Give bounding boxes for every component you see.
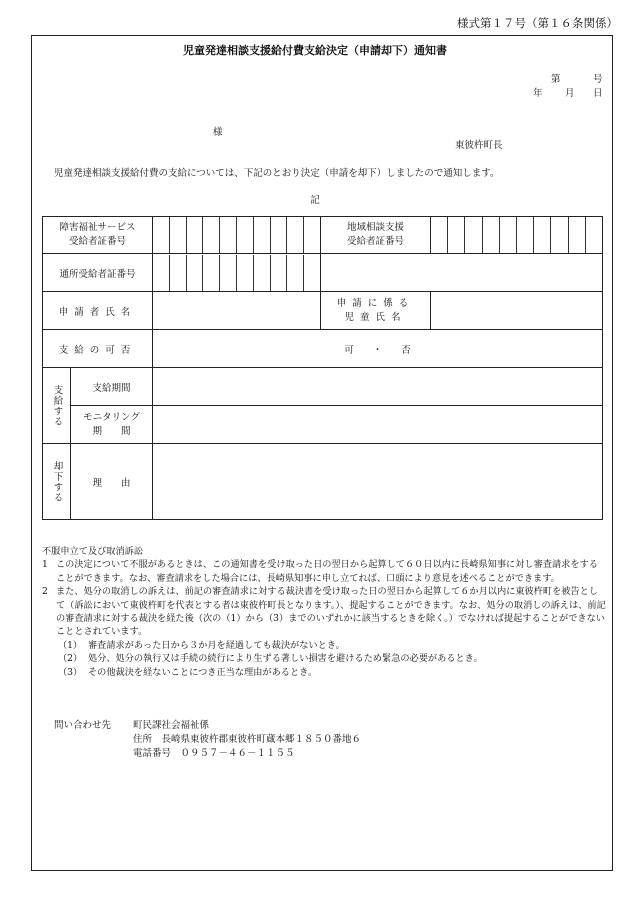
child-label-line1: 申請に係る [336,297,415,309]
date-day-label: 日 [593,88,603,99]
decision-value-cell[interactable] [153,330,603,368]
contact-info [54,719,361,761]
reason-label-cell [71,444,153,520]
date-month-label: 月 [565,88,575,99]
monitoring-label-line1: モニタリング [83,411,140,423]
reject-group-cell [43,444,71,520]
grant-period-label-cell [71,368,153,406]
local-support-label-line2: 受給者証番号 [347,236,405,247]
date-year-label: 年 [533,88,543,99]
child-label-cell [321,292,431,330]
appeal-sub-item-text: その他裁決を経ないことにつき正当な理由があるとき。 [88,666,318,678]
applicant-label-cell [43,292,153,330]
addressee-suffix: 様 [213,127,223,138]
monitoring-period-field[interactable] [153,406,603,444]
day-cert-number-field[interactable] [153,254,321,292]
contact-department: 町民課社会福祉係 [133,720,210,731]
contact-label: 問い合わせ先 [54,720,112,731]
appeal-item-text: この決定について不服があるときは、この通知書を受け取った日の翌日から起算して６０日以内に長崎県知事に対し審査請求をすることができます。なお、審査請求をした場合には、長崎県知事に申し立てれば、口頭により意見を述べることができます。 [56,559,598,584]
document-number-suffix: 号 [593,74,603,85]
decision-label: 支給の可否 [58,344,137,356]
monitoring-label-line2: 期 間 [92,425,131,437]
local-support-label-line1: 地域相談支援 [347,222,405,233]
local-support-number-field[interactable] [431,217,603,254]
grant-group-cell [43,368,71,444]
form-number: 様式第１７号（第１６条関係） [457,16,618,30]
appeal-sub-item-text: 処分、処分の執行又は手続の続行により生ずる著しい損害を避けるため緊急の必要があるとき。 [88,653,483,665]
service-cert-label-line1: 障害福祉サービス [59,222,136,233]
document-title: 児童発達相談支援給付費支給決定（申請却下）通知書 [183,44,447,57]
appeal-sub-item-number: （3） [58,666,83,678]
grant-group-label: 支給する [51,384,63,427]
day-cert-blank-cell [321,254,603,292]
appeal-sub-item-text: 審査請求があった日から３か月を経過しても裁決がないとき。 [88,639,345,651]
applicant-name-label: 申請者氏名 [58,306,137,318]
grant-period-label: 支給期間 [92,382,131,394]
day-cert-label: 通所受給者証番号 [59,268,136,280]
grant-period-field[interactable] [153,368,603,406]
appeal-heading: 不服申立て及び取消訴訟 [42,546,144,557]
decision-label-cell [43,330,153,368]
reject-group-label: 却下する [51,460,63,503]
child-label-line2: 児童氏名 [344,311,407,323]
decision-value: 可 ・ 否 [344,344,411,356]
appeal-sub-item-3 [42,666,607,679]
contact-address: 住所 長崎県東彼杵郡東彼杵町蔵本郷１８５０番地６ [133,734,362,745]
appeal-notes [42,545,607,679]
service-cert-label-cell [43,217,153,254]
appeal-sub-item-2 [42,652,607,665]
reason-field[interactable] [153,444,603,520]
document-number-prefix: 第 [551,74,561,85]
service-cert-label-line2: 受給者証番号 [69,236,127,247]
appeal-item-number: 1 [42,559,48,571]
appeal-item-1 [42,558,607,585]
appeal-sub-item-number: （2） [58,653,83,665]
service-cert-number-field[interactable] [153,217,321,254]
local-support-label-cell [321,217,431,254]
ki-heading: 記 [310,195,320,206]
decision-table [42,216,603,520]
appeal-sub-item-1 [42,639,607,652]
child-name-field[interactable] [431,292,603,330]
intro-text: 児童発達相談支援給付費の支給については、下記のとおり決定（申請を却下）しましたので通知します。 [54,168,500,179]
applicant-name-field[interactable] [153,292,321,330]
appeal-item-text: また、処分の取消しの訴えは、前記の審査請求に対する裁決書を受け取った日の翌日から起算して６か月以内に東彼杵町を被告として（訴訟において東彼杵町を代表とする者は東彼杵町長となります。）、提起することができます。なお、処分の取消しの訴えは、前記の審査請求に対する裁決を経た後（次の（1）から（3）までのいずれかに該当するときを除く。）でなければ提起することができないこととされています。 [56,586,606,638]
reason-label: 理 由 [92,477,131,489]
day-cert-label-cell [43,254,153,292]
monitoring-label-cell [71,406,153,444]
appeal-item-number: 2 [42,586,48,598]
appeal-item-2 [42,585,607,639]
contact-phone: 電話番号 ０９５７－４６－１１５５ [133,748,295,759]
appeal-sub-item-number: （1） [58,639,83,651]
issuer-name: 東彼杵町長 [455,140,503,151]
